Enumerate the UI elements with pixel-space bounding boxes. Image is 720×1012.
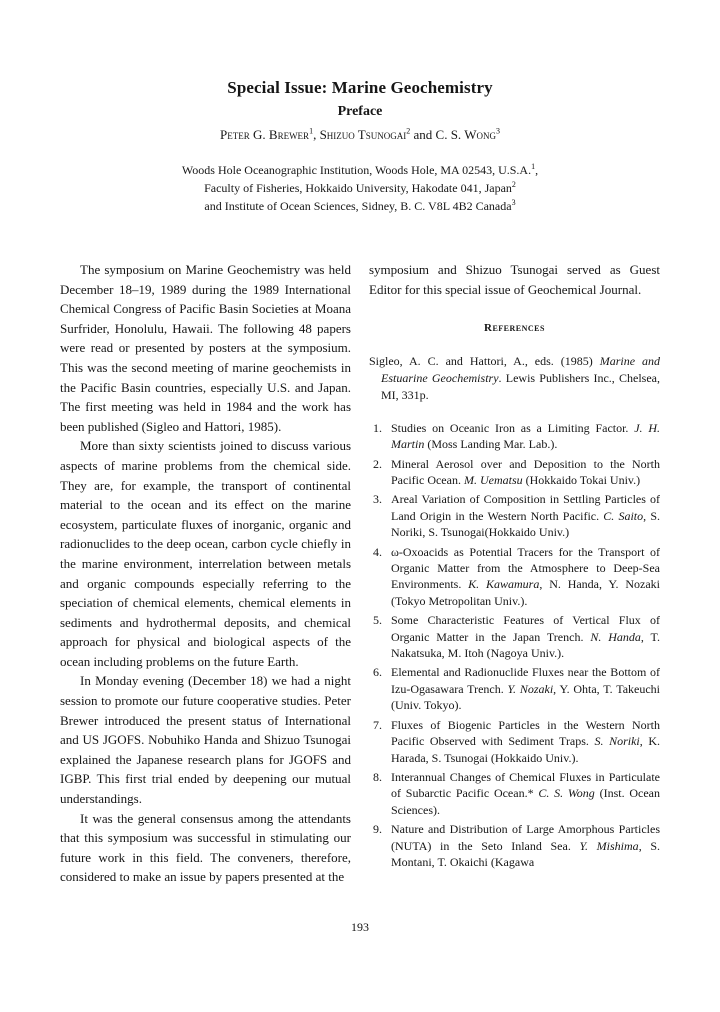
author-name: C. S. Wong (435, 127, 496, 142)
paper-item (369, 769, 660, 818)
body-paragraph-part: It was the general consensus among the attendants that this symposium was successful in stimulating our future work in this field. The conveners, therefore, considered to make an issue by papers presented at the (60, 810, 351, 885)
paper-item (369, 456, 660, 489)
affiliation-mark: 3 (511, 198, 516, 207)
body-paragraph-part: symposium and Shizuo Tsunogai served as Guest Editor for this special issue of Geochemical Journal. (369, 262, 660, 297)
affiliation-line (0, 179, 720, 197)
affiliation-mark: 1 (531, 162, 536, 171)
author-separator: and (410, 127, 436, 142)
affiliation-mark: 2 (511, 180, 516, 189)
author-affiliation-mark: 2 (406, 126, 411, 136)
paper-number: 3. (373, 492, 382, 507)
body-paragraph: The symposium on Marine Geochemistry was held December 18–19, 1989 during the 1989 International Chemical Congress of Pacific Basin Societies at Moana Surfrider, Honolulu, Hawaii. The following 48 papers were read or presented by posters at the symposium. This was the second meeting of marine geochemists in the Pacific Basin countries, especially U.S. and Japan. The first meeting was held in 1984 and the work has been published (Sigleo and Hattori, 1985). (60, 262, 351, 434)
paper-number: 5. (373, 613, 382, 628)
author-name: Shizuo Tsunogai (319, 127, 407, 142)
paper-presenter: K. Kawamura (468, 577, 540, 592)
paper-list (369, 420, 660, 871)
paper-presenter: J. H. Martin (391, 420, 660, 452)
paper-presenter: C. S. Wong (538, 786, 595, 801)
paper-item (369, 544, 660, 610)
body-paragraph: More than sixty scientists joined to discuss various aspects of marine problems from the chemical side. They are, for example, the transport of continental material to the ocean and its effect on the marine ecosystem, particulate fluxes of inorganic, organic and radionuclides to the deep ocean, carbon cycle chiefly in the marine environment, interrelation between metals and organic compounds especially referring to the speciation of chemical elements, chemical elements in sediments and hydrothermal deposits, and chemical approach for physical and biological aspects of the ocean including problems on the future Earth. (60, 438, 351, 669)
paper-affiliation: , K. Harada, S. Tsunogai (Hokkaido Univ.). (391, 734, 661, 765)
paper-affiliation: , S. Montani, T. Okaichi (Kagawa (391, 838, 660, 869)
left-column (60, 260, 351, 887)
affiliation-line (0, 197, 720, 215)
paper-item (369, 491, 660, 540)
body-paragraph: In Monday evening (December 18) we had a night session to promote our future cooperative studies. Peter Brewer introduced the present status of International and US JGOFS. Nobuhiko Handa and Shizuo Tsunogai explained the Japanese research plans for JGOFS and IGBP. This first trial ended by deepening our mutual understandings. (60, 673, 351, 807)
paper-number: 6. (373, 665, 382, 680)
paper-number: 1. (373, 420, 382, 435)
paper-item (369, 821, 660, 870)
affiliation-block (0, 161, 720, 215)
page-number: 193 (351, 920, 369, 934)
paper-affiliation: (Inst. Ocean Sciences). (391, 786, 660, 817)
paper-title: Mineral Aerosol over and Deposition to the North Pacific Ocean. (391, 456, 660, 487)
references-heading: References (484, 322, 545, 335)
affiliation-text: Woods Hole Oceanographic Institution, Woods Hole, MA 02543, U.S.A. (181, 163, 532, 177)
paper-item (369, 717, 660, 766)
affiliation-text: Faculty of Fisheries, Hokkaido University, Hakodate 041, Japan (204, 181, 512, 195)
paper-title: ω-Oxoacids as Potential Tracers for the Transport of Organic Matter from the Atmosphere to Deep-Sea Environments. (391, 544, 660, 592)
paper-affiliation: (Moss Landing Mar. Lab.). (424, 437, 558, 452)
reference-publisher: . Lewis Publishers Inc., Chelsea, MI, 331p. (381, 370, 661, 402)
paper-number: 4. (373, 544, 382, 559)
page-subtitle: Preface (337, 104, 383, 119)
paper-title: Fluxes of Biogenic Particles in the Western North Pacific Observed with Sediment Traps. (391, 717, 660, 749)
paper-item (369, 664, 660, 713)
paper-presenter: S. Noriki (594, 734, 640, 749)
paper-title: Studies on Oceanic Iron as a Limiting Factor. (391, 420, 635, 435)
author-separator: , (313, 127, 320, 142)
author-line (0, 127, 720, 143)
right-column (369, 260, 660, 873)
paper-presenter: C. Saito (603, 508, 644, 523)
paper-title: Nature and Distribution of Large Amorphous Particles (NUTA) in the Seto Inland Sea. (391, 822, 660, 853)
page-title: Special Issue: Marine Geochemistry (227, 78, 493, 97)
paper-affiliation: (Hokkaido Tokai Univ.) (522, 473, 641, 487)
paper-presenter: M. Uematsu (463, 473, 523, 487)
body-paragraph-continued (369, 260, 660, 299)
paper-item (369, 420, 660, 453)
affiliation-text: and Institute of Ocean Sciences, Sidney, B. C. V8L 4B2 Canada (204, 199, 512, 213)
affiliation-line (0, 161, 720, 179)
paper-item (369, 612, 660, 661)
paper-affiliation: , S. Noriki, S. Tsunogai(Hokkaido Univ.) (391, 508, 660, 540)
paper-title: Areal Variation of Composition in Settling Particles of Land Origin in the Western North Pacific. (391, 492, 660, 523)
paper-number: 8. (373, 769, 382, 784)
paper-number: 7. (373, 717, 382, 732)
paper-title: Interannual Changes of Chemical Fluxes in Particulate of Subarctic Pacific Ocean.* (391, 769, 660, 801)
reference-authors: Sigleo, A. C. and Hattori, A., eds. (1985) (369, 353, 600, 368)
paper-affiliation: , Y. Ohta, T. Takeuchi (Univ. Tokyo). (391, 681, 661, 713)
body-paragraph-split (60, 809, 351, 887)
reference-entry (369, 353, 660, 404)
author-affiliation-mark: 3 (495, 126, 500, 136)
paper-title: Some Characteristic Features of Vertical Flux of Organic Matter in the Japan Trench. (391, 613, 660, 644)
paper-affiliation: , N. Handa, Y. Nozaki (Tokyo Metropolitan Univ.). (391, 577, 661, 608)
author-name: Peter G. Brewer (220, 127, 310, 142)
paper-presenter: Y. Nozaki (507, 681, 554, 696)
paper-presenter: N. Handa (590, 629, 641, 644)
author-affiliation-mark: 1 (309, 126, 314, 136)
paper-presenter: Y. Mishima (579, 838, 639, 853)
paper-affiliation: , T. Nakatsuka, M. Itoh (Nagoya Univ.). (391, 629, 660, 661)
affiliation-suffix: , (535, 163, 539, 177)
paper-number: 9. (373, 822, 382, 837)
reference-title: Marine and Estuarine Geochemistry (381, 353, 661, 385)
paper-title: Elemental and Radionuclide Fluxes near the Bottom of Izu-Ogasawara Trench. (391, 665, 660, 696)
paper-number: 2. (373, 456, 382, 471)
